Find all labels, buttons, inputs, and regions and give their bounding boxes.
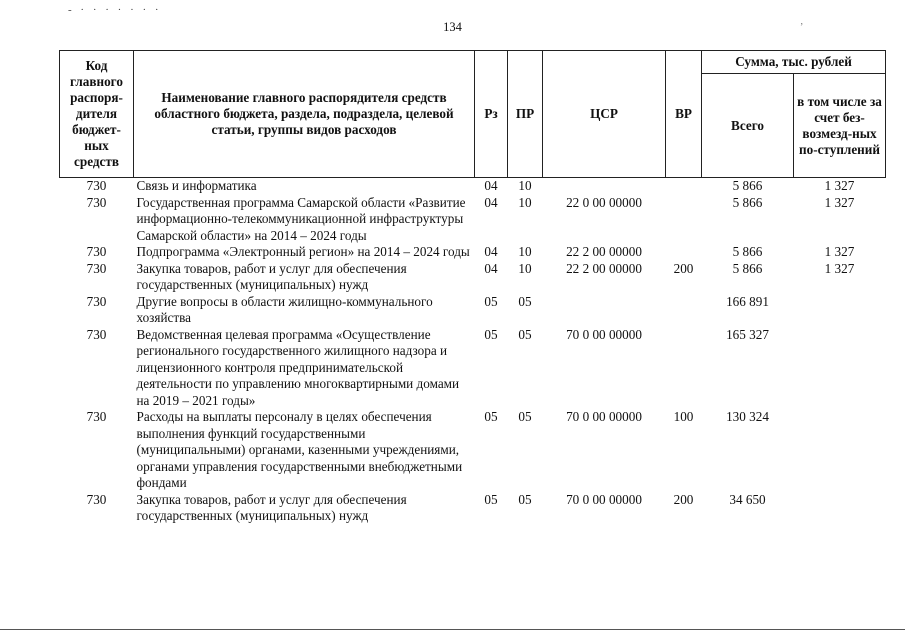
cell-rz: 04 [484, 244, 498, 259]
cell-code: 730 [86, 491, 107, 507]
cell-code: 730 [86, 260, 107, 276]
cell-code: 730 [86, 326, 107, 342]
cell-total: 166 891 [726, 293, 769, 309]
bottom-rule [0, 629, 905, 630]
cell-rz: 05 [484, 293, 498, 309]
table-row [60, 244, 886, 261]
cell-csr: 22 2 00 00000 [566, 244, 642, 259]
cell-csr: 22 0 00 00000 [566, 194, 642, 210]
cell-pr: 05 [518, 293, 532, 309]
cell-vr [666, 244, 702, 261]
cell-free [794, 294, 886, 327]
table-row [60, 195, 886, 245]
cell-vr [666, 195, 702, 245]
cell-total: 5 866 [732, 178, 763, 193]
cell-total: 34 650 [729, 491, 766, 507]
table-row [60, 327, 886, 410]
cell-rz: 05 [484, 491, 498, 507]
budget-table [59, 50, 886, 525]
header-rz: Рз [475, 51, 508, 178]
cell-csr [543, 294, 666, 327]
header-code: Код главного распоря-дителя бюджет-ных средств [60, 51, 134, 178]
cell-rz: 05 [484, 326, 498, 342]
cell-name: Другие вопросы в области жилищно-коммунального хозяйства [136, 293, 433, 325]
cell-pr: 10 [518, 178, 532, 193]
table-header [60, 51, 886, 178]
header-free: в том числе за счет без-возмезд-ных по-ступлений [794, 74, 886, 178]
cell-rz: 05 [484, 409, 498, 424]
cell-free [794, 409, 886, 492]
table-row [60, 492, 886, 525]
header-name: Наименование главного распорядителя средств областного бюджета, раздела, подраздела, целевой статьи, группы видов расходов [134, 51, 475, 178]
cell-code: 730 [86, 244, 107, 259]
cell-name: Подпрограмма «Электронный регион» на 2014 – 2024 годы [136, 244, 470, 259]
cell-pr: 05 [518, 409, 532, 424]
cell-code: 730 [86, 178, 107, 193]
cell-rz: 04 [484, 260, 498, 276]
header-total: Всего [702, 74, 794, 178]
cell-csr: 70 0 00 00000 [566, 409, 642, 424]
cell-rz: 04 [484, 194, 498, 210]
cell-free: 1 327 [824, 260, 855, 276]
cell-vr: 200 [673, 491, 694, 507]
cell-pr: 10 [518, 194, 532, 210]
cell-name: Ведомственная целевая программа «Осуществление регионального государственного жилищного надзора и лицензионного контроля предпринимательской деятельности по управлению многоквартирными домами на 2019 – 2021 годы» [136, 326, 460, 408]
cell-name: Государственная программа Самарской области «Развитие информационно-телекоммуникационной инфраструктуры Самарской области» на 2014 – 2024 годы [136, 194, 466, 243]
header-csr: ЦСР [543, 51, 666, 178]
cell-total: 5 866 [732, 260, 763, 276]
cell-free: 1 327 [824, 178, 855, 193]
table-body [60, 178, 886, 525]
cell-pr: 10 [518, 260, 532, 276]
table-row [60, 261, 886, 294]
header-sum-group: Сумма, тыс. рублей [702, 51, 886, 74]
cell-code: 730 [86, 194, 107, 210]
cell-free [794, 327, 886, 410]
cell-free [794, 492, 886, 525]
cell-total: 130 324 [726, 409, 769, 424]
cell-rz: 04 [484, 178, 498, 193]
cell-csr: 70 0 00 00000 [566, 326, 642, 342]
cell-code: 730 [86, 409, 107, 424]
table-row [60, 409, 886, 492]
cell-name: Закупка товаров, работ и услуг для обеспечения государственных (муниципальных) нужд [136, 491, 407, 523]
cell-vr [666, 178, 702, 195]
cell-csr: 70 0 00 00000 [566, 491, 642, 507]
cell-free: 1 327 [824, 244, 855, 259]
cell-csr: 22 2 00 00000 [566, 260, 642, 276]
table-row [60, 178, 886, 195]
cell-total: 165 327 [726, 326, 769, 342]
cell-pr: 10 [518, 244, 532, 259]
cell-total: 5 866 [732, 194, 763, 210]
cell-name: Расходы на выплаты персоналу в целях обеспечения выполнения функций государственными (муниципальными) органами, казенными учреждениями, органами управления государственными внебюджетными фондами [136, 409, 463, 490]
header-vr: ВР [666, 51, 702, 178]
cell-vr [666, 294, 702, 327]
cell-name: Связь и информатика [136, 178, 257, 193]
cell-code: 730 [86, 293, 107, 309]
scan-marks: - · · · · · · · [68, 4, 162, 16]
cell-vr: 200 [673, 260, 694, 276]
cell-pr: 05 [518, 491, 532, 507]
page-number: 134 [443, 20, 462, 34]
cell-pr: 05 [518, 326, 532, 342]
cell-csr [543, 178, 666, 195]
cell-vr [666, 327, 702, 410]
cell-name: Закупка товаров, работ и услуг для обеспечения государственных (муниципальных) нужд [136, 260, 407, 292]
table-row [60, 294, 886, 327]
cell-free: 1 327 [824, 194, 855, 210]
scan-mark-right: ’ [800, 22, 804, 33]
header-pr: ПР [508, 51, 543, 178]
cell-vr: 100 [673, 409, 694, 424]
cell-total: 5 866 [732, 244, 763, 259]
